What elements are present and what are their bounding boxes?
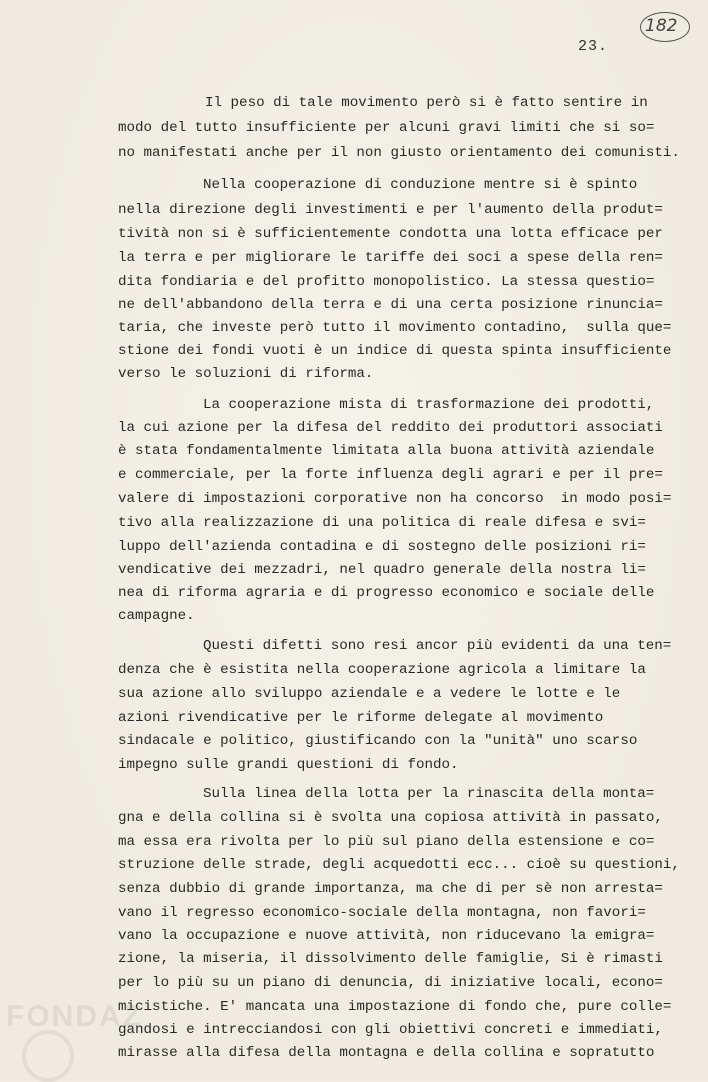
- page-number: 23.: [578, 38, 609, 55]
- text-line: gandosi e intrecciandosi con gli obiettivi concreti e immediati,: [118, 1022, 663, 1038]
- text-line: ne dell'abbandono della terra e di una certa posizione rinuncia=: [118, 297, 663, 313]
- archive-number: 182: [645, 16, 678, 36]
- text-line: mirasse alla difesa della montagna e della collina e sopratutto: [118, 1045, 655, 1061]
- text-line: tivo alla realizzazione di una politica di reale difesa e svi=: [118, 515, 646, 531]
- text-line: struzione delle strade, degli acquedotti ecc... cioè su questioni,: [118, 857, 680, 873]
- text-line: senza dubbio di grande importanza, ma che di per sè non arresta=: [118, 881, 663, 897]
- text-line: campagne.: [118, 608, 195, 624]
- watermark: FONDAZ: [6, 1000, 143, 1033]
- text-line: zione, la miseria, il dissolvimento delle famiglie, Si è rimasti: [118, 951, 663, 967]
- text-line: modo del tutto insufficiente per alcuni gravi limiti che si so=: [118, 120, 655, 136]
- text-line: dita fondiaria e del profitto monopolistico. La stessa questio=: [118, 274, 655, 290]
- text-line: e commerciale, per la forte influenza degli agrari e per il pre=: [118, 467, 663, 483]
- text-line: La cooperazione mista di trasformazione dei prodotti,: [203, 397, 655, 413]
- text-line: Questi difetti sono resi ancor più evidenti da una ten=: [203, 638, 672, 654]
- text-line: è stata fondamentalmente limitata alla buona attività aziendale: [118, 443, 655, 459]
- text-line: nella direzione degli investimenti e per l'aumento della produt=: [118, 202, 663, 218]
- text-line: nea di riforma agraria e di progresso economico e sociale delle: [118, 585, 655, 601]
- text-line: vendicative dei mezzadri, nel quadro generale della nostra li=: [118, 562, 646, 578]
- watermark-seal-icon: [22, 1030, 74, 1082]
- text-line: gna e della collina si è svolta una copiosa attività in passato,: [118, 810, 663, 826]
- text-line: ma essa era rivolta per lo più sul piano della estensione e co=: [118, 834, 655, 850]
- text-line: tività non si è sufficientemente condotta una lotta efficace per: [118, 226, 663, 242]
- text-line: Il peso di tale movimento però si è fatto sentire in: [205, 95, 648, 111]
- text-line: valere di impostazioni corporative non ha concorso in modo posi=: [118, 491, 672, 507]
- text-line: no manifestati anche per il non giusto orientamento dei comunisti.: [118, 145, 680, 161]
- text-line: micistiche. E' mancata una impostazione di fondo che, pure colle=: [118, 999, 672, 1015]
- text-line: azioni rivendicative per le riforme delegate al movimento: [118, 710, 604, 726]
- text-line: vano la occupazione e nuove attività, non riducevano la emigra=: [118, 928, 655, 944]
- text-line: Sulla linea della lotta per la rinascita della monta=: [203, 786, 655, 802]
- text-line: luppo dell'azienda contadina e di sostegno delle posizioni ri=: [118, 539, 646, 555]
- text-line: la terra e per migliorare le tariffe dei soci a spese della ren=: [118, 250, 663, 266]
- text-line: sua azione allo sviluppo aziendale e a vedere le lotte e le: [118, 686, 621, 702]
- text-line: taria, che investe però tutto il movimento contadino, sulla que=: [118, 320, 672, 336]
- text-line: la cui azione per la difesa del reddito dei produttori associati: [118, 420, 663, 436]
- text-line: Nella cooperazione di conduzione mentre si è spinto: [203, 177, 638, 193]
- text-line: denza che è esistita nella cooperazione agricola a limitare la: [118, 662, 646, 678]
- text-line: stione dei fondi vuoti è un indice di questa spinta insufficiente: [118, 343, 672, 359]
- text-line: impegno sulle grandi questioni di fondo.: [118, 757, 459, 773]
- text-line: sindacale e politico, giustificando con la "unità" uno scarso: [118, 733, 638, 749]
- text-line: verso le soluzioni di riforma.: [118, 366, 374, 382]
- text-line: vano il regresso economico-sociale della montagna, non favori=: [118, 905, 646, 921]
- text-line: per lo più su un piano di denuncia, di iniziative locali, econo=: [118, 975, 663, 991]
